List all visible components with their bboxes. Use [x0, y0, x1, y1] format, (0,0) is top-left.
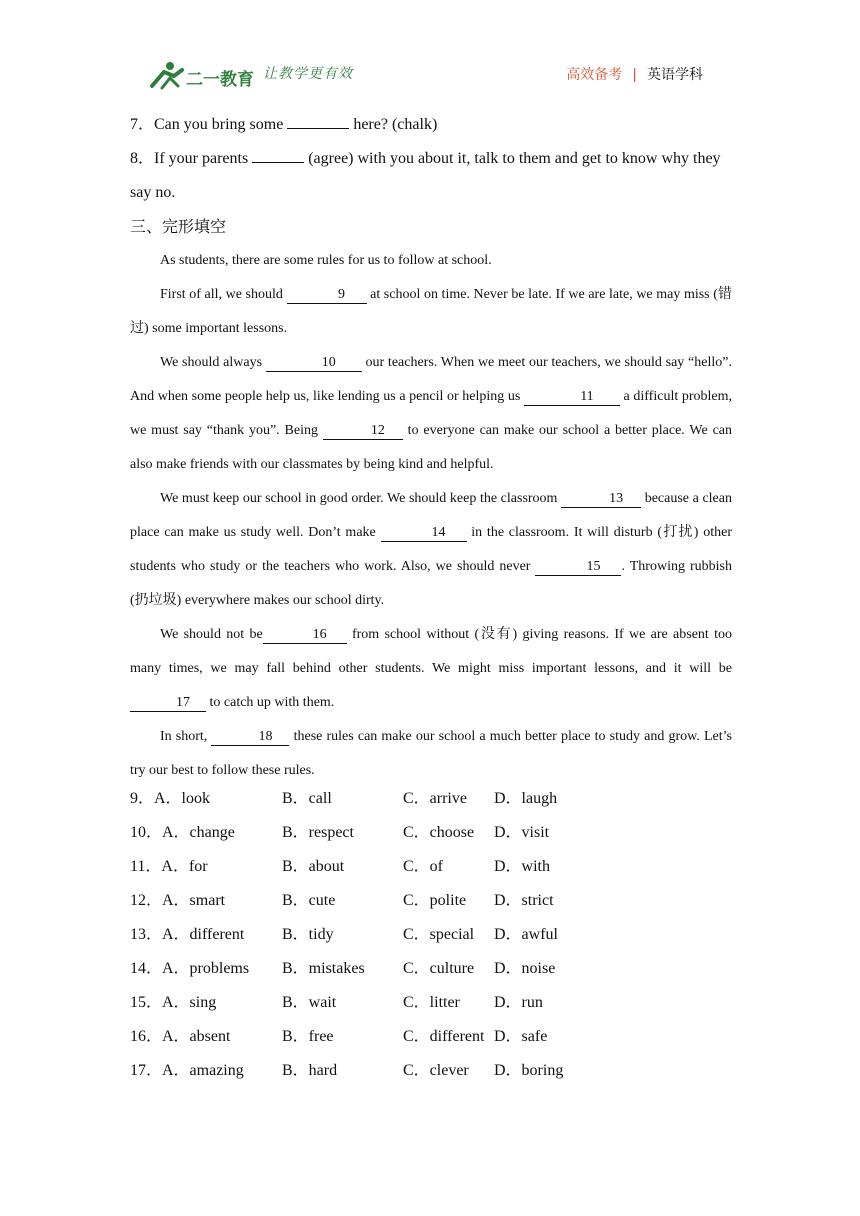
option-row-17: 17．A．amazing B．hard C．clever D．boring — [130, 1062, 564, 1079]
subject-label: 英语学科 — [647, 67, 703, 83]
cloze-blank-18: 18 — [211, 729, 289, 746]
cloze-blank-9: 9 — [287, 287, 367, 304]
cloze-blank-13: 13 — [561, 491, 641, 508]
slogan: 让教学更有效 — [263, 66, 353, 82]
logo-icon — [148, 60, 258, 94]
document-body — [130, 108, 732, 788]
answer-blank — [252, 162, 304, 163]
passage-paragraph-1: As students, there are some rules for us to follow at school. — [160, 253, 492, 268]
cloze-blank-11: 11 — [524, 389, 620, 406]
passage-paragraph-5: We should not be 16 from school without (没有) giving reasons. If we are absent too many times, we may fall behind other students. We might miss important lessons, and it will be 17 to catch up with them. — [130, 627, 732, 710]
header-separator: | — [632, 67, 637, 83]
cloze-blank-17: 17 — [130, 695, 206, 712]
passage-paragraph-3: We should always 10 our teachers. When we meet our teachers, we should say “hello”. And when some people help us, like lending us a pencil or helping us 11 a difficult problem, we must say “thank you”. Being 12 to everyone can make our school a better place. We can also make friends with our classmates by being kind and helpful. — [130, 355, 732, 472]
page-header — [0, 0, 860, 110]
logo-text: 二一教育 — [186, 70, 254, 90]
option-row-15: 15．A．sing B．wait C．litter D．run — [130, 994, 543, 1011]
option-row-14: 14．A．problems B．mistakes C．culture D．noise — [130, 960, 556, 977]
options-list — [130, 782, 732, 1088]
section-title: 三、完形填空 — [130, 217, 227, 236]
question-7: 7．Can you bring some here? (chalk) — [130, 116, 438, 133]
question-8: 8．If your parents (agree) with you about it, talk to them and get to know why they say no. — [130, 150, 721, 201]
header-right — [566, 64, 703, 84]
cloze-blank-14: 14 — [381, 525, 467, 542]
passage-paragraph-2: First of all, we should 9 at school on time. Never be late. If we are late, we may miss (错过) some important lessons. — [130, 287, 732, 336]
cloze-blank-16: 16 — [263, 627, 347, 644]
option-row-12: 12．A．smart B．cute C．polite D．strict — [130, 892, 554, 909]
passage-paragraph-6: In short, 18 these rules can make our school a much better place to study and grow. Let’s try our best to follow these rules. — [130, 729, 732, 778]
cloze-blank-12: 12 — [323, 423, 403, 440]
passage-paragraph-4: We must keep our school in good order. We should keep the classroom 13 because a clean place can make us study well. Don’t make 14 in the classroom. It will disturb (打扰) other students who study or the teachers who work. Also, we should never 15 . Throwing rubbish (扔垃圾) everywhere makes our school dirty. — [130, 491, 732, 608]
option-row-10: 10．A．change B．respect C．choose D．visit — [130, 824, 550, 841]
cloze-blank-15: 15 — [535, 559, 621, 576]
cloze-blank-10: 10 — [266, 355, 362, 372]
option-row-9: 9．A．look B．call C．arrive D．laugh — [130, 790, 558, 807]
answer-blank — [287, 128, 349, 129]
exam-label: 高效备考 — [566, 67, 623, 83]
option-row-13: 13．A．different B．tidy C．special D．awful — [130, 926, 558, 943]
option-row-11: 11．A．for B．about C．of D．with — [130, 858, 551, 875]
option-row-16: 16．A．absent B．free C．different D．safe — [130, 1028, 548, 1045]
